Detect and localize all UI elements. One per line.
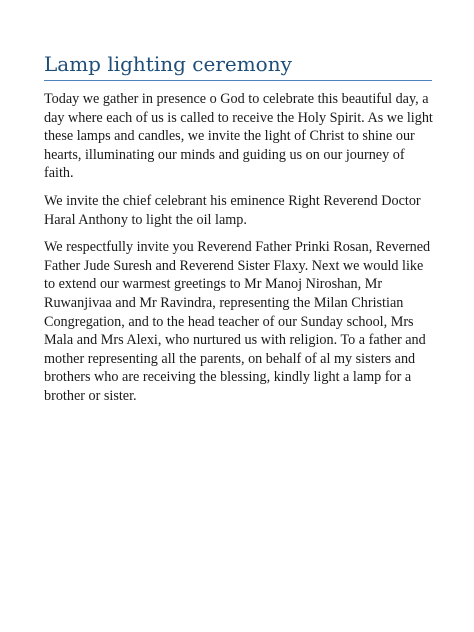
document-body (44, 90, 436, 415)
paragraph-invitations: We respectfully invite you Reverend Father Prinki Rosan, Reverned Father Jude Suresh and Reverend Sister Flaxy. Next we would like to extend our warmest greetings to Mr Manoj Niroshan, Mr Ruwanjivaa and Mr Ravindra, representing the Milan Christian Congregation, and to the head teacher of our Sunday school, Mrs Mala and Mrs Alexi, who nurtured us with religion. To a father and mother representing all the parents, on behalf of al my sisters and brothers who are receiving the blessing, kindly light a lamp for a brother or sister. (44, 239, 431, 404)
title-underline (44, 80, 432, 81)
paragraph-chief-celebrant: We invite the chief celebrant his eminence Right Reverend Doctor Haral Anthony to light the oil lamp. (44, 192, 421, 228)
page-title: Lamp lighting ceremony (44, 52, 292, 76)
paragraph-opening: Today we gather in presence o God to celebrate this beautiful day, a day where each of us is called to receive the Holy Spirit. As we light these lamps and candles, we invite the light of Christ to shine our hearts, illuminating our minds and guiding us on our journey of faith. (44, 91, 433, 182)
